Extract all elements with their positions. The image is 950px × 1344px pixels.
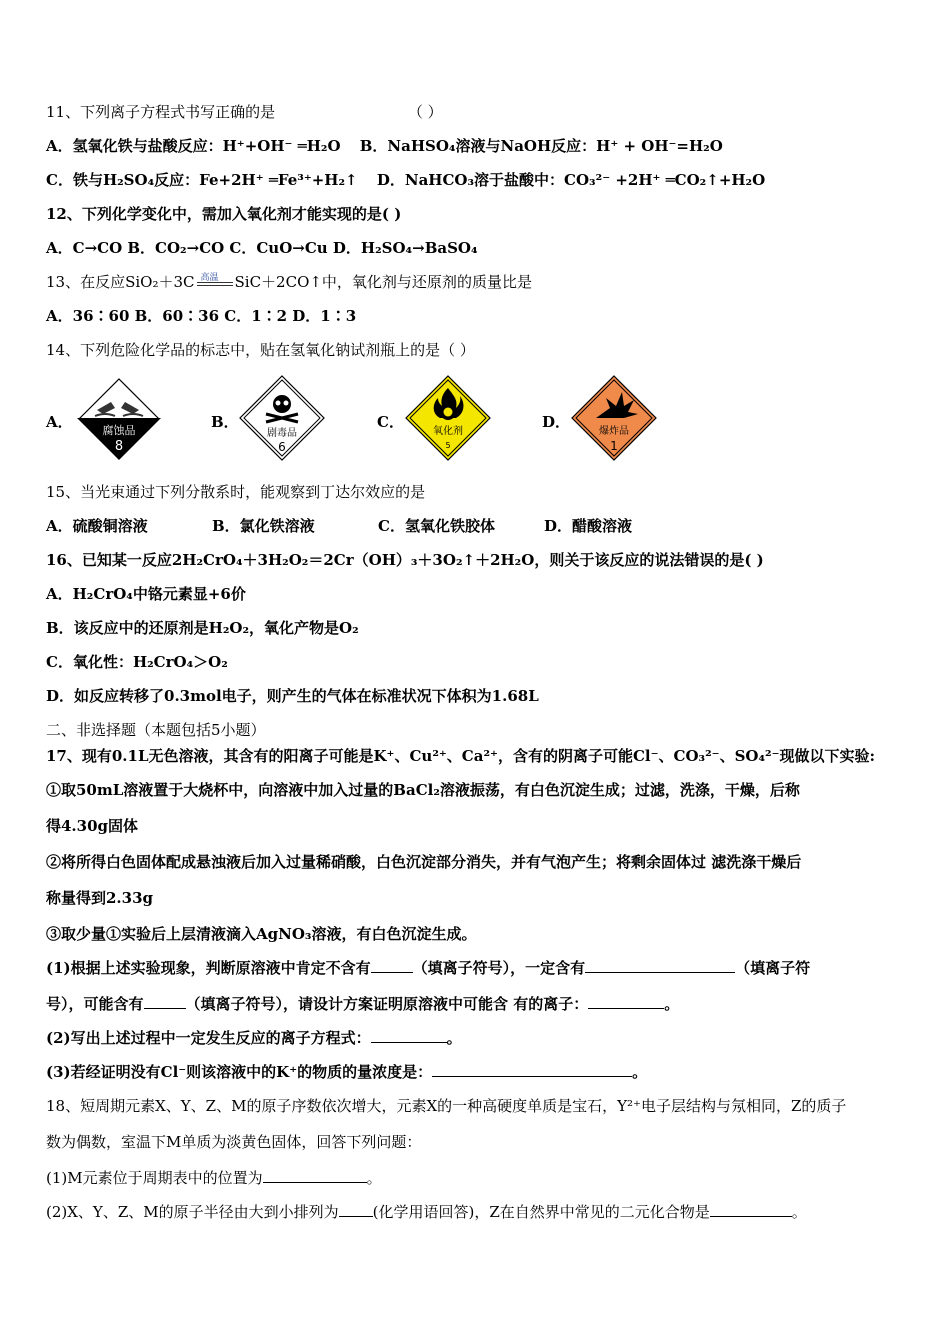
q15-options xyxy=(46,516,632,536)
q14-sign-c-text: 氧化剂 xyxy=(433,426,463,437)
q17-part1-text-4: 号），可能含有 xyxy=(46,995,144,1013)
q18-part2-text-1: (2)X、Y、Z、M的原子半径由大到小排列为 xyxy=(46,1203,339,1221)
q11-answer-paren: （ ） xyxy=(407,103,443,121)
q13-condition: 高温 xyxy=(200,273,219,283)
q17-part2-text: (2)写出上述过程中一定发生反应的离子方程式： xyxy=(46,1029,371,1047)
q18-part2-end: 。 xyxy=(791,1203,807,1221)
q14-sign-d-text: 爆炸品 xyxy=(599,426,629,437)
q16-option-c: C．氧化性：H₂CrO₄＞O₂ xyxy=(46,653,228,671)
q17-part2-end: 。 xyxy=(446,1029,462,1047)
answer-blank[interactable] xyxy=(263,1168,367,1183)
answer-blank[interactable] xyxy=(710,1202,792,1217)
q17-step1-line1: ①取50mL溶液置于大烧杯中，向溶液中加入过量的BaCl₂溶液振荡，有白色沉淀生成；过滤，洗涤，干燥，后称 xyxy=(46,781,800,799)
q11-options-ab xyxy=(46,136,723,156)
q14-sign-d-class: 1 xyxy=(610,439,618,453)
q13-stem-post: SiC＋2CO↑中，氧化剂与还原剂的质量比是 xyxy=(234,273,532,291)
q18-part1-end: 。 xyxy=(366,1169,382,1187)
q11-stem-text: 11、下列离子方程式书写正确的是 xyxy=(46,103,276,121)
q17-step2-line2: 称量得到2.33g xyxy=(46,889,154,907)
q13-stem xyxy=(46,272,532,292)
q18-stem-line1: 18、短周期元素X、Y、Z、M的原子序数依次增大，元素X的一种高硬度单质是宝石，Y²⁺电子层结构与氖相同，Z的质子 xyxy=(46,1097,847,1115)
q16-option-d: D．如反应转移了0.3mol电子，则产生的气体在标准状况下体积为1.68L xyxy=(46,687,539,705)
q11-option-a: A．氢氧化铁与盐酸反应：H⁺+OH⁻ ═H₂O xyxy=(46,137,341,155)
corrosive-sign-icon xyxy=(75,374,163,462)
q16-option-b: B．该反应中的还原剂是H₂O₂，氧化产物是O₂ xyxy=(46,619,359,637)
q14-sign-c-class: 5 xyxy=(445,441,451,450)
q13-condition-arrow xyxy=(195,272,235,292)
q14-label-c: C． xyxy=(377,413,404,431)
q18-part2-text-2: (化学用语回答)，Z在自然界中常见的二元化合物是 xyxy=(372,1203,710,1221)
answer-blank[interactable] xyxy=(371,1028,447,1043)
answer-blank[interactable] xyxy=(144,994,186,1009)
q15-stem: 15、当光束通过下列分散系时，能观察到丁达尔效应的是 xyxy=(46,483,426,501)
q11-option-d: D．NaHCO₃溶于盐酸中：CO₃²⁻ +2H⁺ ═CO₂↑+H₂O xyxy=(376,171,766,189)
q15-option-a: A．硫酸铜溶液 xyxy=(46,517,148,535)
toxic-sign-icon xyxy=(238,374,326,462)
q16-stem: 16、已知某一反应2H₂CrO₄＋3H₂O₂＝2Cr（OH）₃＋3O₂↑＋2H₂O，则关于该反应的说法错误的是( ) xyxy=(46,551,764,569)
q17-part1-text-3: （填离子符 xyxy=(735,959,811,977)
q17-part1-text-2: （填离子符号），一定含有 xyxy=(412,959,586,977)
q17-step3: ③取少量①实验后上层清液滴入AgNO₃溶液，有白色沉淀生成。 xyxy=(46,925,477,943)
q11-option-c: C．铁与H₂SO₄反应：Fe+2H⁺ ═Fe³⁺+H₂↑ xyxy=(46,171,358,189)
q13-options: A．36∶60 B．60∶36 C．1∶2 D．1∶3 xyxy=(46,307,357,325)
explosive-sign-icon xyxy=(570,374,658,462)
oxidizer-sign-icon xyxy=(404,374,492,462)
q15-option-b: B．氯化铁溶液 xyxy=(212,517,315,535)
q17-stem: 17、现有0.1L无色溶液，其含有的阳离子可能是K⁺、Cu²⁺、Ca²⁺，含有的阴离子可能Cl⁻、CO₃²⁻、SO₄²⁻现做以下实验: xyxy=(46,747,876,765)
q14-label-b: B． xyxy=(211,413,239,431)
q17-step1-line2: 得4.30g固体 xyxy=(46,817,139,835)
q14-sign-a-text: 腐蚀品 xyxy=(102,424,136,437)
q18-part2 xyxy=(46,1202,807,1222)
q16-option-a: A．H₂CrO₄中铬元素显+6价 xyxy=(46,585,246,603)
answer-blank[interactable] xyxy=(339,1202,373,1217)
q17-part1-line1 xyxy=(46,958,810,978)
q15-option-d: D．醋酸溶液 xyxy=(544,517,633,535)
q17-part3-text: (3)若经证明没有Cl⁻则该溶液中的K⁺的物质的量浓度是： xyxy=(46,1063,433,1081)
q11-option-b: B．NaHSO₄溶液与NaOH反应：H⁺ + OH⁻=H₂O xyxy=(359,137,723,155)
q17-part3-end: 。 xyxy=(632,1063,648,1081)
answer-blank[interactable] xyxy=(588,994,664,1009)
q14-stem: 14、下列危险化学品的标志中，贴在氢氧化钠试剂瓶上的是（ ） xyxy=(46,341,475,359)
q15-option-c: C．氢氧化铁胶体 xyxy=(378,517,495,535)
q13-stem-pre: 13、在反应SiO₂＋3C xyxy=(46,273,195,291)
q14-sign-b-class: 6 xyxy=(278,440,286,454)
q17-step2-line1: ②将所得白色固体配成悬浊液后加入过量稀硝酸，白色沉淀部分消失，并有气泡产生；将剩余固体过 滤洗涤干燥后 xyxy=(46,853,802,871)
q18-part1 xyxy=(46,1168,382,1188)
q14-label-d: D． xyxy=(542,413,571,431)
q17-part1-text-5: （填离子符号），请设计方案证明原溶液中可能含 有的离子： xyxy=(185,995,589,1013)
q18-stem-line2: 数为偶数，室温下M单质为淡黄色固体，回答下列问题： xyxy=(46,1133,422,1151)
answer-blank[interactable] xyxy=(432,1062,632,1077)
q11-options-cd xyxy=(46,170,765,190)
q12-stem: 12、下列化学变化中，需加入氧化剂才能实现的是( ) xyxy=(46,205,402,223)
q12-options: A．C→CO B．CO₂→CO C．CuO→Cu D．H₂SO₄→BaSO₄ xyxy=(46,239,478,257)
q14-sign-b-text: 剧毒品 xyxy=(267,428,297,439)
q14-sign-a-class: 8 xyxy=(114,439,124,454)
q18-part1-text: (1)M元素位于周期表中的位置为 xyxy=(46,1169,263,1187)
q17-part1-text-1: (1)根据上述实验现象，判断原溶液中肯定不含有 xyxy=(46,959,371,977)
q17-part3 xyxy=(46,1062,647,1082)
q11-stem xyxy=(46,102,443,122)
q17-part1-text-6: 。 xyxy=(664,995,680,1013)
q17-part2 xyxy=(46,1028,462,1048)
section-heading: 二、非选择题（本题包括5小题） xyxy=(46,721,266,739)
answer-blank[interactable] xyxy=(371,958,413,973)
q14-label-a: A． xyxy=(46,413,73,431)
q17-part1-line2 xyxy=(46,994,679,1014)
answer-blank[interactable] xyxy=(585,958,735,973)
